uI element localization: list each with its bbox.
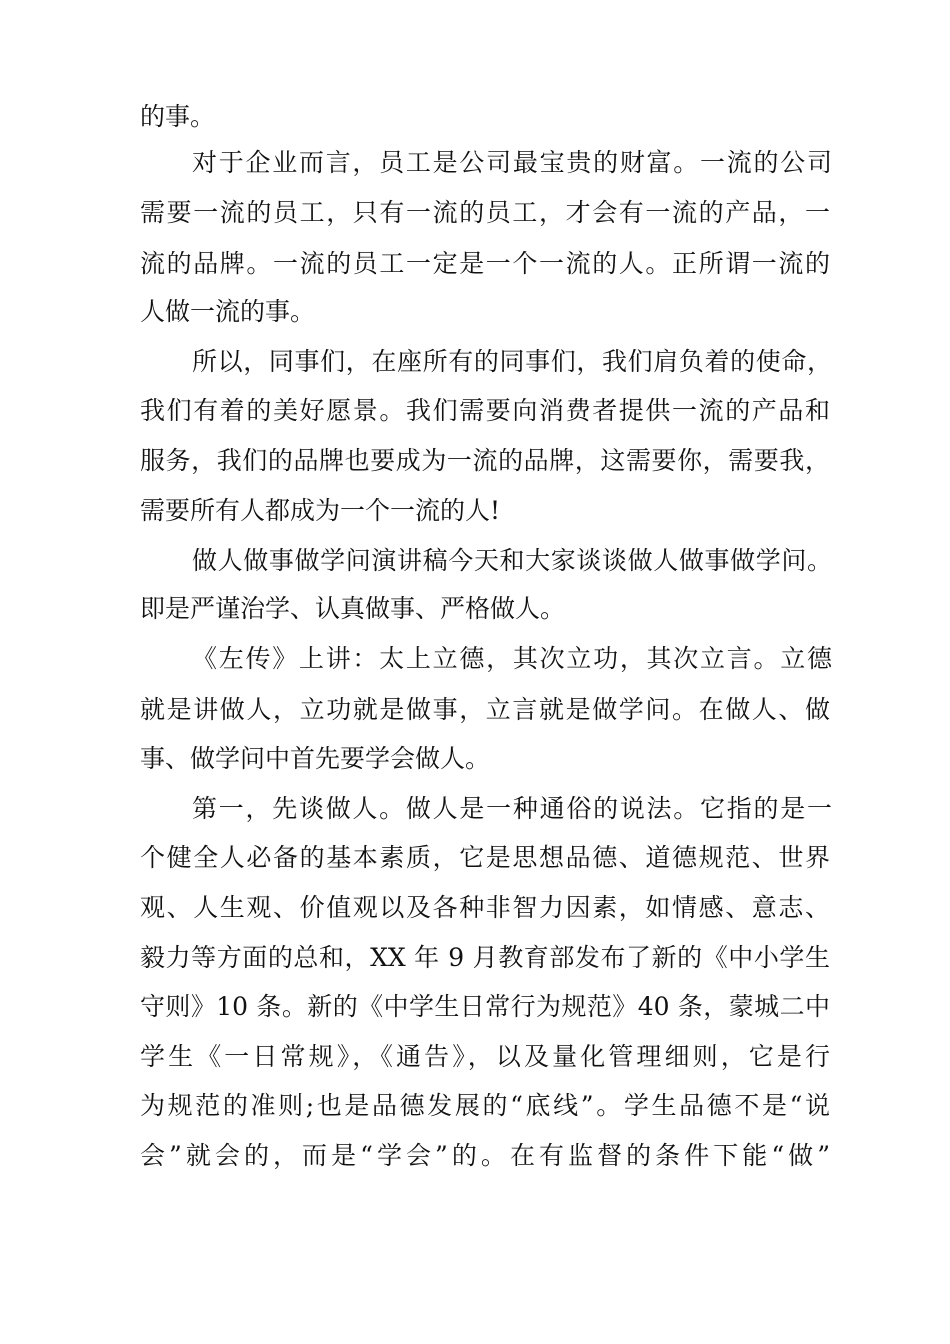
text-line: 会”就会的，而是“学会”的。在有监督的条件下能“做” (140, 1141, 830, 1170)
text-line: 为规范的准则;也是品德发展的“底线”。学生品德不是“说 (140, 1091, 830, 1120)
text-line: 观、人生观、价值观以及各种非智力因素，如情感、意志、 (140, 893, 830, 922)
text-line: 人做一流的事。 (140, 297, 316, 326)
text-line: 服务，我们的品牌也要成为一流的品牌，这需要你，需要我， (140, 446, 830, 475)
text-line: 《左传》上讲：太上立德，其次立功，其次立言。立德 (192, 644, 832, 673)
text-line: 守则》10 条。新的《中学生日常行为规范》40 条，蒙城二中 (140, 992, 830, 1021)
text-line: 对于企业而言，员工是公司最宝贵的财富。一流的公司 (192, 148, 832, 177)
text-line: 事、做学问中首先要学会做人。 (140, 744, 491, 773)
text-line: 流的品牌。一流的员工一定是一个一流的人。正所谓一流的 (140, 249, 830, 278)
text-line: 毅力等方面的总和，XX 年 9 月教育部发布了新的《中小学生 (140, 943, 830, 972)
text-line: 个健全人必备的基本素质，它是思想品德、道德规范、世界 (140, 843, 830, 872)
text-line: 就是讲做人，立功就是做事，立言就是做学问。在做人、做 (140, 695, 830, 724)
text-line: 需要所有人都成为一个一流的人! (140, 496, 501, 525)
text-line: 的事。 (140, 102, 216, 131)
text-line: 第一，先谈做人。做人是一种通俗的说法。它指的是一 (192, 794, 832, 823)
text-line: 学生《一日常规》，《通告》，以及量化管理细则，它是行 (140, 1042, 830, 1071)
text-line: 我们有着的美好愿景。我们需要向消费者提供一流的产品和 (140, 396, 830, 425)
text-line: 即是严谨治学、认真做事、严格做人。 (140, 594, 566, 623)
text-line: 做人做事做学问演讲稿今天和大家谈谈做人做事做学问。 (192, 546, 832, 575)
text-line: 所以，同事们，在座所有的同事们，我们肩负着的使命， (192, 347, 832, 376)
text-line: 需要一流的员工，只有一流的员工，才会有一流的产品，一 (140, 198, 830, 227)
